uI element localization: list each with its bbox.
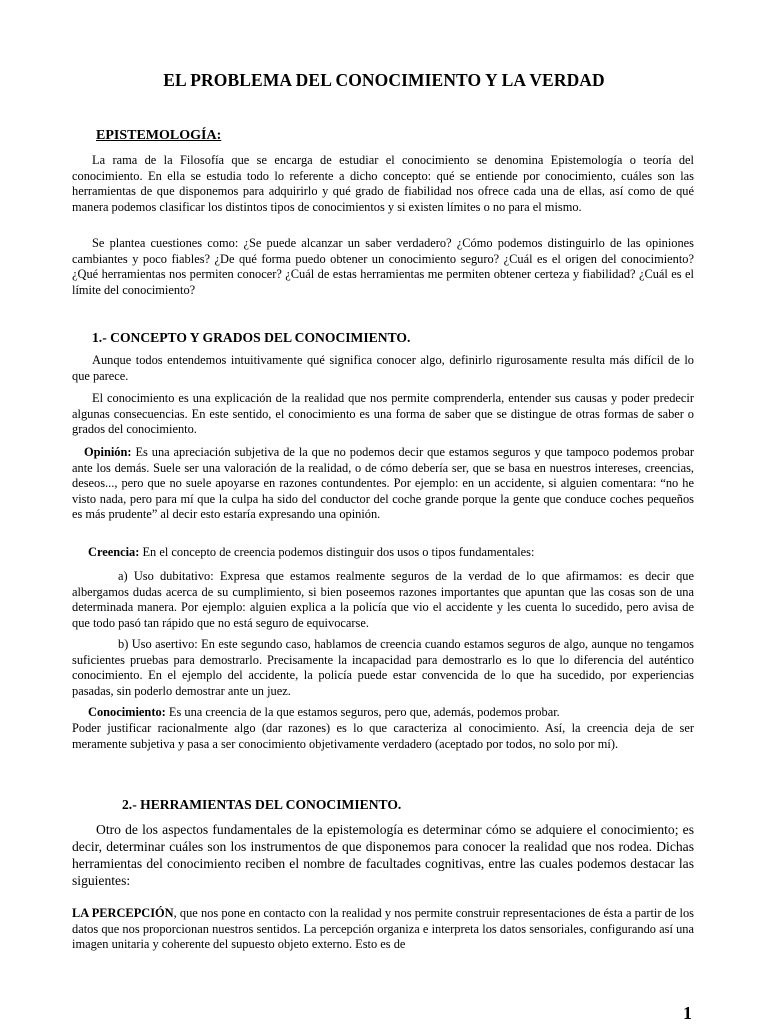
epistemologia-heading: EPISTEMOLOGÍA:: [96, 128, 222, 143]
creencia-text: En el concepto de creencia podemos distinguir dos usos o tipos fundamentales:: [139, 545, 535, 559]
uso-dubitativo-paragraph: a) Uso dubitativo: Expresa que estamos realmente seguros de la verdad de lo que afirmamos: es decir que albergamos dudas acerca de su cumplimiento, si bien poseemos razones importantes que apuntan que las cosas son de una determinada manera. Por ejemplo: alguien explica a la policía que vio el accidente y les cuenta lo sucedido, pero avisa de que todo pasó tan rápido que no está seguro de equivocarse.: [72, 569, 694, 630]
section-2-heading: 2.- HERRAMIENTAS DEL CONOCIMIENTO.: [122, 797, 402, 812]
percepcion-text: , que nos pone en contacto con la realidad y nos permite construir representaciones de ésta a partir de los datos que nos proporcionan nuestros sentidos. La percepción organiza e interpreta los datos sensoriales, configurando así una imagen unitaria y coherente del supuesto objeto externo. Esto es de: [72, 906, 695, 951]
opinion-text: Es una apreciación subjetiva de la que no podemos decir que estamos seguros y que tampoco podemos probar ante los demás. Suele ser una valoración de la realidad, o de cómo debería ser, que se basa en nuestros intereses, creencias, deseos..., pero que no suele apoyarse en razones contundentes. Por ejemplo: en un accidente, si alguien comentara: “no he visto nada, pero para mí que la culpa ha sido del conductor del coche grande porque la gente que conduce coches pequeños es más prudente” al decir esto estaría expresando una opinión.: [72, 445, 694, 521]
epistemologia-paragraph-2: Se plantea cuestiones como: ¿Se puede alcanzar un saber verdadero? ¿Cómo podemos distinguirlo de las opiniones cambiantes y poco fiables? ¿De qué forma puedo obtener un conocimiento seguro? ¿Cuál es el origen del conocimiento? ¿Qué herramientas nos permiten conocer? ¿Cuál de estas herramientas me permiten obtener certeza y fiabilidad? ¿Cuál es el límite del conocimiento?: [72, 236, 694, 297]
opinion-label: Opinión:: [84, 445, 132, 459]
section-2-paragraph-1: Otro de los aspectos fundamentales de la epistemología es determinar cómo se adquiere el conocimiento; es decir, determinar cuáles son los instrumentos de que disponemos para conocer la realidad que nos rodea. Dichas herramientas del conocimiento reciben el nombre de facultades cognitivas, entre las cuales podemos destacar las siguientes:: [72, 822, 694, 888]
epistemologia-paragraph-1: La rama de la Filosofía que se encarga de estudiar el conocimiento se denomina Epistemología o teoría del conocimiento. En ella se estudia todo lo referente a dicho concepto: qué se entiende por conocimiento, cuáles son las herramientas de que disponemos para adquirirlo y qué grado de fiabilidad nos ofrece cada una de ellas, así como de qué manera podemos clasificar los distintos tipos de conocimientos y si existen límites o no para el mismo.: [72, 153, 694, 214]
conocimiento-paragraph: Poder justificar racionalmente algo (dar razones) es lo que caracteriza al conocimiento. Así, la creencia deja de ser meramente subjetiva y pasa a ser conocimiento objetivamente verdadero (aceptado por todos, no solo por mí).: [72, 721, 694, 751]
section-1-paragraph-1: Aunque todos entendemos intuitivamente qué significa conocer algo, definirlo rigurosamente resulta más difícil de lo que parece.: [72, 353, 694, 383]
conocimiento-definition: [72, 705, 694, 721]
conocimiento-label: Conocimiento:: [88, 705, 166, 719]
percepcion-label: LA PERCEPCIÓN: [72, 906, 174, 920]
section-1-paragraph-2: El conocimiento es una explicación de la realidad que nos permite comprenderla, entender sus causas y poder predecir algunas consecuencias. En este sentido, el conocimiento es una forma de saber que se distingue de otras formas de saber o grados del conocimiento.: [72, 391, 694, 436]
section-1-heading: 1.- CONCEPTO Y GRADOS DEL CONOCIMIENTO.: [92, 330, 411, 345]
page-number: 1: [683, 1003, 692, 1023]
creencia-paragraph: [72, 545, 694, 561]
percepcion-paragraph: [72, 906, 694, 953]
opinion-paragraph: [72, 445, 694, 523]
creencia-label: Creencia:: [88, 545, 140, 559]
uso-asertivo-paragraph: b) Uso asertivo: En este segundo caso, hablamos de creencia cuando estamos seguros de algo, aunque no tengamos suficientes pruebas para demostrarlo. Precisamente la incapacidad para demostrarlo es lo que lo diferencia del auténtico conocimiento. En el ejemplo del accidente, la policía puede estar convencida de lo que ha sucedido, por experiencias pasadas, sin poderlo demostrar ante un juez.: [72, 637, 694, 698]
document-title: EL PROBLEMA DEL CONOCIMIENTO Y LA VERDAD: [163, 70, 605, 90]
conocimiento-text: Es una creencia de la que estamos seguros, pero que, además, podemos probar.: [165, 705, 560, 719]
